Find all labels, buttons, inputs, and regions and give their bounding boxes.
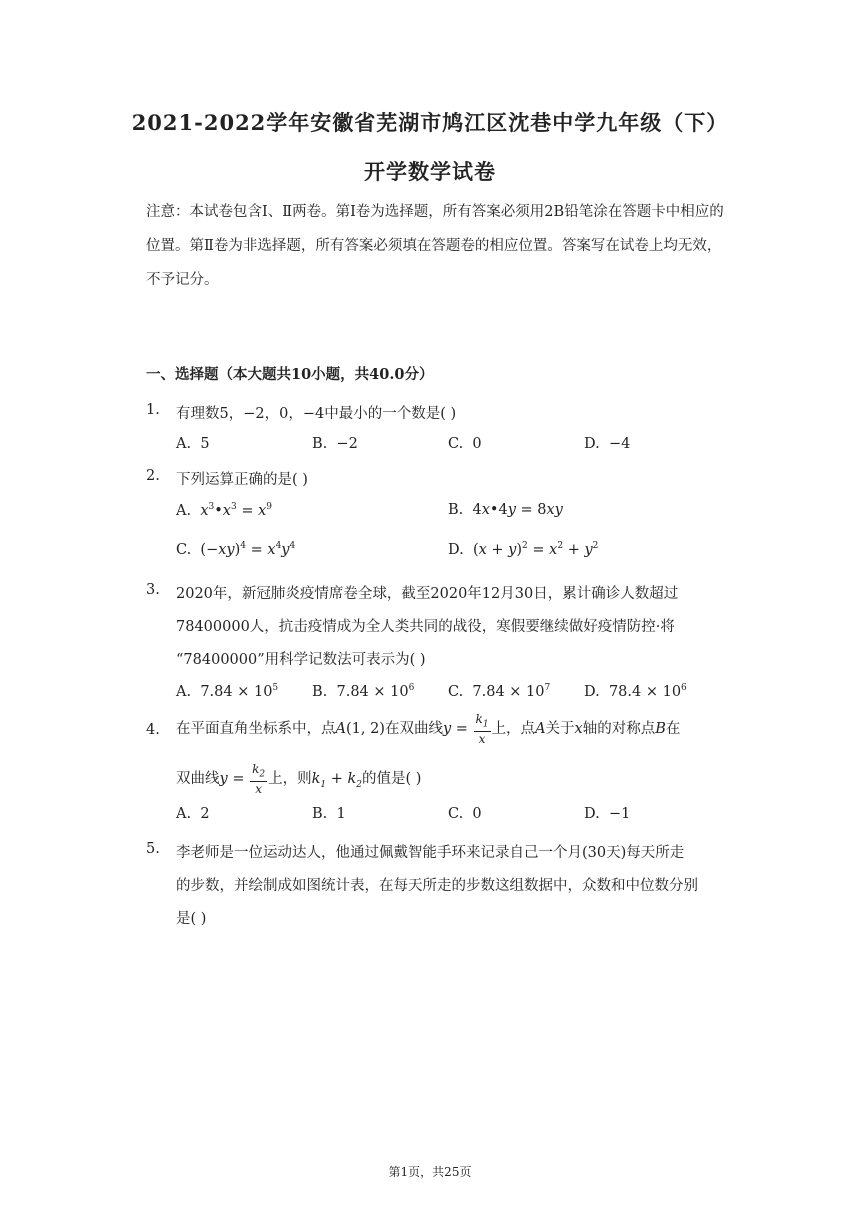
q1-option-a: A. 5 bbox=[176, 436, 210, 452]
q5-number: 5. bbox=[146, 841, 160, 857]
q2-option-a: A. $x^3•x^3 = x^9$ bbox=[176, 502, 272, 519]
q3-option-c: C. $7.84 \times 10^7$ bbox=[448, 683, 551, 700]
q1-number: 1. bbox=[146, 402, 160, 418]
q2-option-c: C. $(-xy)^4 = x^4y^4$ bbox=[176, 541, 296, 558]
q2-option-d: D. $(x + y)^2 = x^2 + y^2$ bbox=[448, 541, 599, 558]
q3-line3: “78400000”用科学记数法可表示为( ) bbox=[176, 652, 426, 668]
q4-line2: 双曲线y = $\frac{k_2}{x}$ 上，则$k_1 + k_2$的值是( ) bbox=[176, 762, 422, 797]
q1-option-d: D. −4 bbox=[584, 436, 631, 452]
q4-option-d: D. −1 bbox=[584, 806, 631, 822]
q5-line3: 是( ) bbox=[176, 911, 207, 927]
q1-text: 有理数5，−2，0，−4中最小的一个数是( ) bbox=[176, 406, 457, 422]
q3-option-b: B. $7.84 \times 10^6$ bbox=[312, 683, 415, 700]
q2-option-b: B. 4x•4y = 8xy bbox=[448, 502, 563, 518]
exam-title-line2: 开学数学试卷 bbox=[364, 159, 496, 184]
section-heading: 一、选择题（本大题共10小题，共40.0分） bbox=[146, 366, 434, 383]
q1-option-b: B. −2 bbox=[312, 436, 358, 452]
exam-notice: 注意：本试卷包含Ⅰ、Ⅱ两卷。第Ⅰ卷为选择题，所有答案必须用2B铅笔涂在答题卡中相应的位置。第Ⅱ卷为非选择题，所有答案必须填在答题卷的相应位置。答案写在试卷上均无效，不予记分。 bbox=[146, 204, 724, 288]
q4-number: 4. bbox=[146, 722, 160, 738]
q4-option-c: C. 0 bbox=[448, 806, 482, 822]
q3-line2: 78400000人，抗击疫情成为全人类共同的战役，寒假要继续做好疫情防控·将 bbox=[176, 619, 675, 635]
q5-line1: 李老师是一位运动达人，他通过佩戴智能手环来记录自己一个月(30天)每天所走 bbox=[176, 845, 685, 861]
q3-option-d: D. $78.4 \times 10^6$ bbox=[584, 683, 687, 700]
q3-option-a: A. $7.84 \times 10^5$ bbox=[176, 683, 279, 700]
q5-line2: 的步数，并绘制成如图统计表，在每天所走的步数这组数据中，众数和中位数分别 bbox=[176, 878, 698, 894]
q4-option-a: A. 2 bbox=[176, 806, 210, 822]
q4-line1: 在平面直角坐标系中，点A(1, 2)在双曲线y = $\frac{k_1}{x}$ 上，点A关于x轴的对称点B在 bbox=[176, 712, 681, 747]
q1-option-c: C. 0 bbox=[448, 436, 482, 452]
page-footer: 第1页，共25页 bbox=[388, 1165, 472, 1179]
q4-option-b: B. 1 bbox=[312, 806, 346, 822]
q2-text: 下列运算正确的是( ) bbox=[176, 472, 308, 488]
q3-number: 3. bbox=[146, 582, 160, 598]
q3-line1: 2020年，新冠肺炎疫情席卷全球，截至2020年12月30日，累计确诊人数超过 bbox=[176, 586, 679, 602]
q2-number: 2. bbox=[146, 468, 160, 484]
exam-title-line1: 2021-2022学年安徽省芜湖市鸠江区沈巷中学九年级（下） bbox=[131, 110, 729, 135]
